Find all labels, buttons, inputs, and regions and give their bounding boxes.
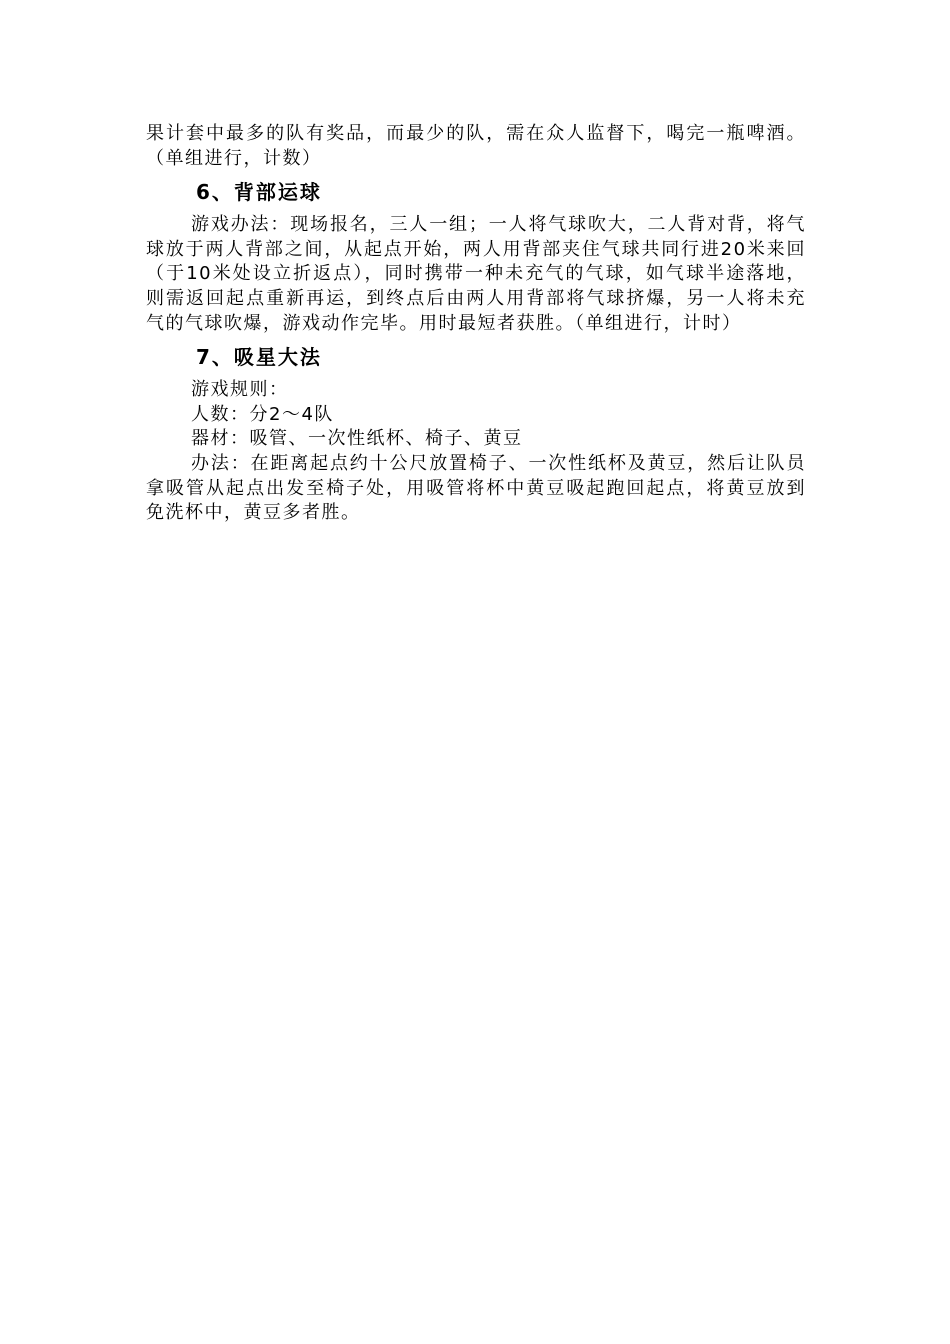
- section-7-heading: 7、吸星大法: [196, 345, 322, 370]
- document-page: [146, 122, 806, 526]
- intro-paragraph: 果计套中最多的队有奖品，而最少的队，需在众人监督下，喝完一瓶啤酒。（单组进行，计数）: [146, 123, 806, 169]
- section-7-players: 人数：分2～4队: [191, 403, 334, 425]
- section-6-heading: 6、背部运球: [196, 180, 322, 205]
- section-7-rules-label: 游戏规则：: [191, 379, 289, 401]
- section-7-method: 办法：在距离起点约十公尺放置椅子、一次性纸杯及黄豆，然后让队员拿吸管从起点出发至椅子处，用吸管将杯中黄豆吸起跑回起点，将黄豆放到免洗杯中，黄豆多者胜。: [146, 452, 806, 524]
- section-7-equipment: 器材：吸管、一次性纸杯、椅子、黄豆: [191, 428, 523, 450]
- section-6-body: 游戏办法：现场报名，三人一组；一人将气球吹大，二人背对背，将气球放于两人背部之间，从起点开始，两人用背部夹住气球共同行进20米来回（于10米处设立折返点），同时携带一种未充气的气球，如气球半途落地，则需返回起点重新再运，到终点后由两人用背部将气球挤爆，另一人将未充气的气球吹爆，游戏动作完毕。用时最短者获胜。（单组进行，计时）: [146, 214, 806, 334]
